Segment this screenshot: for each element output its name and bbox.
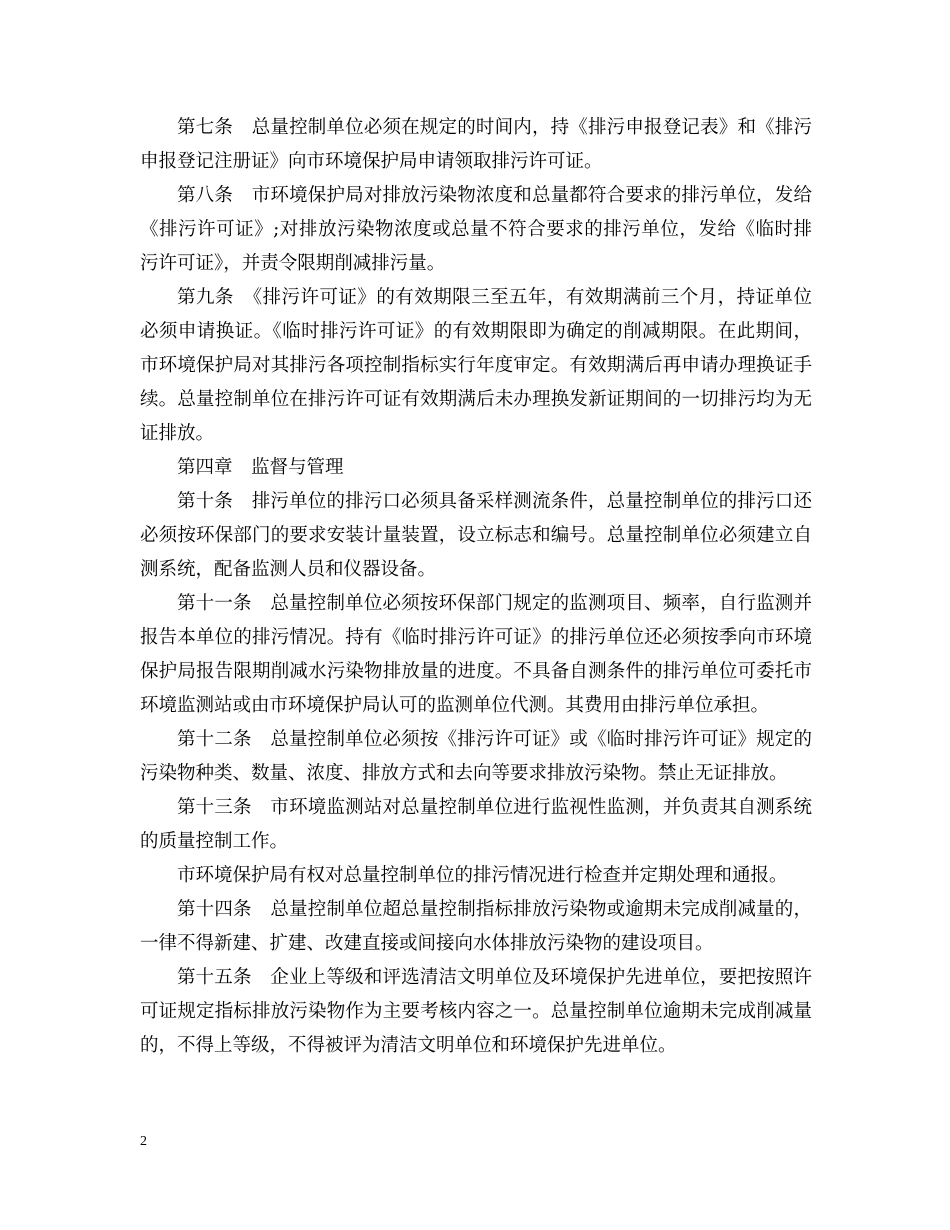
- article-8-paragraph: 第八条 市环境保护局对排放污染物浓度和总量都符合要求的排污单位，发给《排污许可证》;对排放污染物浓度或总量不符合要求的排污单位，发给《临时排污许可证》，并责令限期削减排污量。: [140, 185, 812, 274]
- article-11-paragraph: 第十一条 总量控制单位必须按环保部门规定的监测项目、频率，自行监测并报告本单位的排污情况。持有《临时排污许可证》的排污单位还必须按季向市环境保护局报告限期削减水污染物排放量的进度。不具备自测条件的排污单位可委托市环境监测站或由市环境保护局认可的监测单位代测。其费用由排污单位承担。: [140, 593, 812, 716]
- article-15-paragraph: 第十五条 企业上等级和评选清洁文明单位及环境保护先进单位，要把按照许可证规定指标排放污染物作为主要考核内容之一。总量控制单位逾期未完成削减量的，不得上等级，不得被评为清洁文明单位和环境保护先进单位。: [140, 967, 812, 1056]
- article-13-paragraph: 第十三条 市环境监测站对总量控制单位进行监视性监测，并负责其自测系统的质量控制工作。: [140, 797, 812, 852]
- article-10-paragraph: 第十条 排污单位的排污口必须具备采样测流条件，总量控制单位的排污口还必须按环保部门的要求安装计量装置，设立标志和编号。总量控制单位必须建立自测系统，配备监测人员和仪器设备。: [140, 491, 812, 580]
- article-14-paragraph: 第十四条 总量控制单位超总量控制指标排放污染物或逾期未完成削减量的，一律不得新建、扩建、改建直接或间接向水体排放污染物的建设项目。: [140, 899, 812, 954]
- inspection-paragraph: 市环境保护局有权对总量控制单位的排污情况进行检查并定期处理和通报。: [177, 865, 788, 886]
- chapter-4-heading: 第四章 监督与管理: [177, 457, 344, 478]
- document-body: [140, 111, 812, 1063]
- article-7-paragraph: 第七条 总量控制单位必须在规定的时间内，持《排污申报登记表》和《排污申报登记注册证》向市环境保护局申请领取排污许可证。: [140, 117, 812, 172]
- article-9-paragraph: 第九条 《排污许可证》的有效期限三至五年，有效期满前三个月，持证单位必须申请换证。《临时排污许可证》的有效期限即为确定的削减期限。在此期间，市环境保护局对其排污各项控制指标实行年度审定。有效期满后再申请办理换证手续。总量控制单位在排污许可证有效期满后未办理换发新证期间的一切排污均为无证排放。: [140, 287, 812, 444]
- page-number: 2: [140, 1134, 147, 1149]
- article-12-paragraph: 第十二条 总量控制单位必须按《排污许可证》或《临时排污许可证》规定的污染物种类、数量、浓度、排放方式和去向等要求排放污染物。禁止无证排放。: [140, 729, 812, 784]
